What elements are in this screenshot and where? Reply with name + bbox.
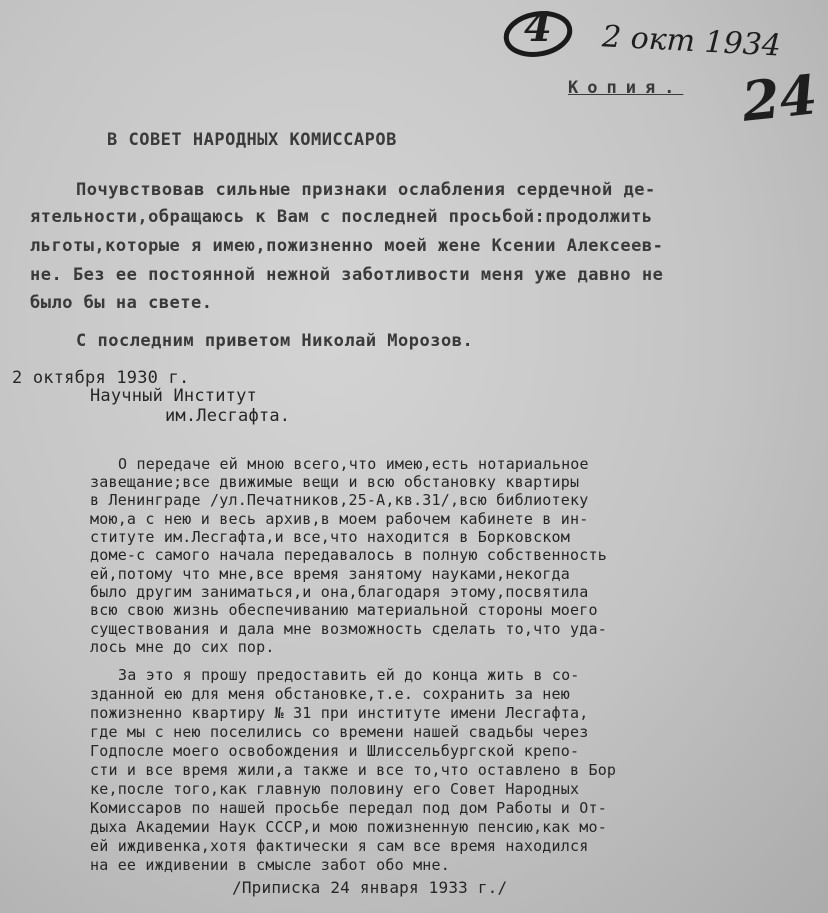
letter2-line-9: всю свою жизнь обеспечиванию материальной стороны моего <box>90 601 598 619</box>
letter2-line-17: сти и все время жили,а также и все то,что оставлено в Бор <box>90 761 617 779</box>
letter2-line-11: лось мне до сих пор. <box>90 638 275 656</box>
letter2-line-22: на ее иждивении в смысле забот обо мне. <box>90 856 450 874</box>
letter2-line-20: дыха Академии Наук СССР,и мою пожизненную пенсию,как мо- <box>90 818 607 836</box>
addressee: В СОВЕТ НАРОДНЫХ КОМИССАРОВ <box>107 130 397 150</box>
letter2-line-12: За это я прошу предоставить ей до конца жить в со- <box>118 666 580 684</box>
letter2-line-21: ей иждивенка,хотя фактически я сам все время находился <box>90 837 589 855</box>
letter2-line-13: зданной ею для меня обстановке,т.е. сохранить за нею <box>90 685 570 703</box>
letter2-line-3: в Ленинграде /ул.Печатников,25-А,кв.31/,всю библиотеку <box>90 491 589 509</box>
letter1-line-1: Почувствовав сильные признаки ослабления сердечной де- <box>76 180 656 200</box>
letter2-line-6: доме-с самого начала передавалось в полную собственность <box>90 546 607 564</box>
recipient-line-1: Научный Институт <box>90 386 257 406</box>
letter1-signature: С последним приветом Николай Морозов. <box>76 331 474 351</box>
letter1-line-2: ятельности,обращаюсь к Вам с последней просьбой:продолжить <box>30 207 653 227</box>
letter2-date: 2 октября 1930 г. <box>12 368 190 388</box>
letter2-line-14: пожизненно квартиру № 31 при институте имени Лесгафта, <box>90 704 589 722</box>
letter1-line-4: не. Без ее постоянной нежной заботливости меня уже давно не <box>30 265 664 285</box>
letter2-line-1: О передаче ей мною всего,что имею,есть нотариальное <box>118 455 589 473</box>
letter2-line-15: где мы с нею поселились со времени нашей свадьбы через <box>90 723 589 741</box>
letter2-line-19: Комиссаров по нашей просьбе передал под дом Работы и От- <box>90 799 607 817</box>
letter2-line-8: было другим заниматься,и она,благодаря этому,посвятила <box>90 583 589 601</box>
letter2-line-5: ституте им.Лесгафта,и все,что находится в Борковском <box>90 528 570 546</box>
copy-label: Копия. <box>568 78 684 98</box>
recipient-line-2: им.Лесгафта. <box>165 406 291 426</box>
postscript: /Приписка 24 января 1933 г./ <box>232 878 508 897</box>
letter2-line-4: мою,а с нею и весь архив,в моем рабочем кабинете в ин- <box>90 510 589 528</box>
letter1-line-5: было бы на свете. <box>30 293 213 313</box>
letter2-line-2: завещание;все движимые вещи и всю обстановку квартиры <box>90 473 580 491</box>
letter2-line-7: ей,потому что мне,все время занятому науками,некогда <box>90 565 570 583</box>
letter2-line-10: существования и дала мне возможность сделать то,что уда- <box>90 620 607 638</box>
letter2-line-18: ке,после того,как главную половину его Совет Народных <box>90 780 580 798</box>
letter2-line-16: Годпосле моего освобождения и Шлиссельбургской крепо- <box>90 742 580 760</box>
handwritten-date: 2 окт 1934 <box>601 19 782 64</box>
sheet-number: 24 <box>738 62 821 134</box>
letter1-line-3: льготы,которые я имею,пожизненно моей жене Ксении Алексеев- <box>30 236 664 256</box>
archive-number: 4 <box>524 4 552 51</box>
